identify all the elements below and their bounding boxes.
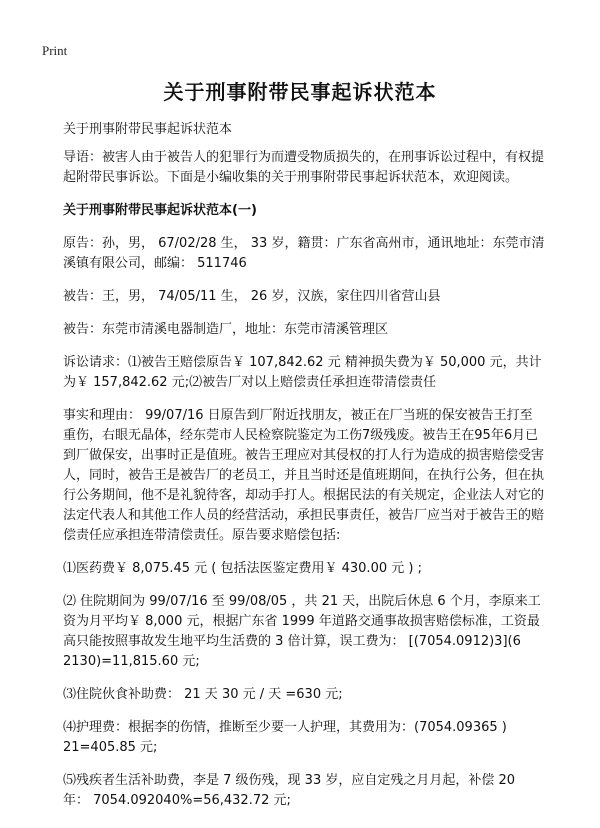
article-body xyxy=(63,148,545,824)
print-link[interactable]: Print xyxy=(42,43,68,58)
intro-paragraph: 导语：被害人由于被告人的犯罪行为而遭受物质损失的，在刑事诉讼过程中，有权提起附带民事诉讼。下面是小编收集的关于刑事附带民事起诉状范本，欢迎阅读。 xyxy=(63,150,545,185)
claim-item: ⑶住院伙食补助费： 21 天 30 元 / 天 =630 元; xyxy=(63,687,343,702)
claim-item: ⑷护理费：根据李的伤情，推断至少要一人护理，其费用为：(7054.09365 ) 21=405.85 元; xyxy=(63,720,507,755)
page-title: 关于刑事附带民事起诉状范本 xyxy=(163,80,437,104)
facts-paragraph: 事实和理由： 99/07/16 日原告到厂附近找朋友，被正在厂当班的保安被告王打至重伤，右眼无晶体，经东莞市人民检察院鉴定为工伤7级残废。被告王在95年6月已到厂做保安，出事时正是值班。被告王理应对其侵权的打人行为造成的损害赔偿受害人，同时，被告王是被告厂的老员工，并且当时还是值班期间，在执行公务，但在执行公务期间，他不是礼貌待客，却动手打人。根据民法的有关规定，企业法人对它的法定代表人和其他工作人员的经营活动，承担民事责任，被告厂应当对于被告王的赔偿责任应承担连带清偿责任。原告要求赔偿包括: xyxy=(63,408,545,543)
claim-item: ⑴医药费￥ 8,075.45 元 ( 包括法医鉴定费用￥ 430.00 元 ) ; xyxy=(63,561,422,576)
section-heading: 关于刑事附带民事起诉状范本(一) xyxy=(63,203,257,218)
claim-item: ⑵ 住院期间为 99/07/16 至 99/08/05 ，共 21 天，出院后休息 6 个月，李原来工资为月平均￥ 8,000 元，根据广东省 1999 年道路交通事故损害赔偿标准，工资最高只能按照事故发生地平均生活费的 3 倍计算，误工费为： [(7054.0912)3](6 2130)=11,815.60 元; xyxy=(63,594,541,669)
defendant-company-paragraph: 被告：东莞市清溪电器制造厂，地址：东莞市清溪管理区 xyxy=(63,322,389,337)
article-subtitle: 关于刑事附带民事起诉状范本 xyxy=(63,122,233,137)
plaintiff-paragraph: 原告：孙，男， 67/02/28 生， 33 岁，籍贯：广东省高州市，通讯地址：东莞市清溪镇有限公司，邮编： 511746 xyxy=(63,236,545,271)
defendant-paragraph: 被告：王，男， 74/05/11 生， 26 岁，汉族，家住四川省营山县 xyxy=(63,289,441,304)
claim-item: ⑸残疾者生活补助费，李是 7 级伤残，现 33 岁，应自定残之月月起，补偿 20 年： 7054.092040%=56,432.72 元; xyxy=(63,773,516,808)
claims-paragraph: 诉讼请求：⑴被告王赔偿原告￥ 107,842.62 元 精神损失费为￥ 50,000 元，共计为￥ 157,842.62 元;⑵被告厂对以上赔偿责任承担连带清偿责任 xyxy=(63,355,542,390)
